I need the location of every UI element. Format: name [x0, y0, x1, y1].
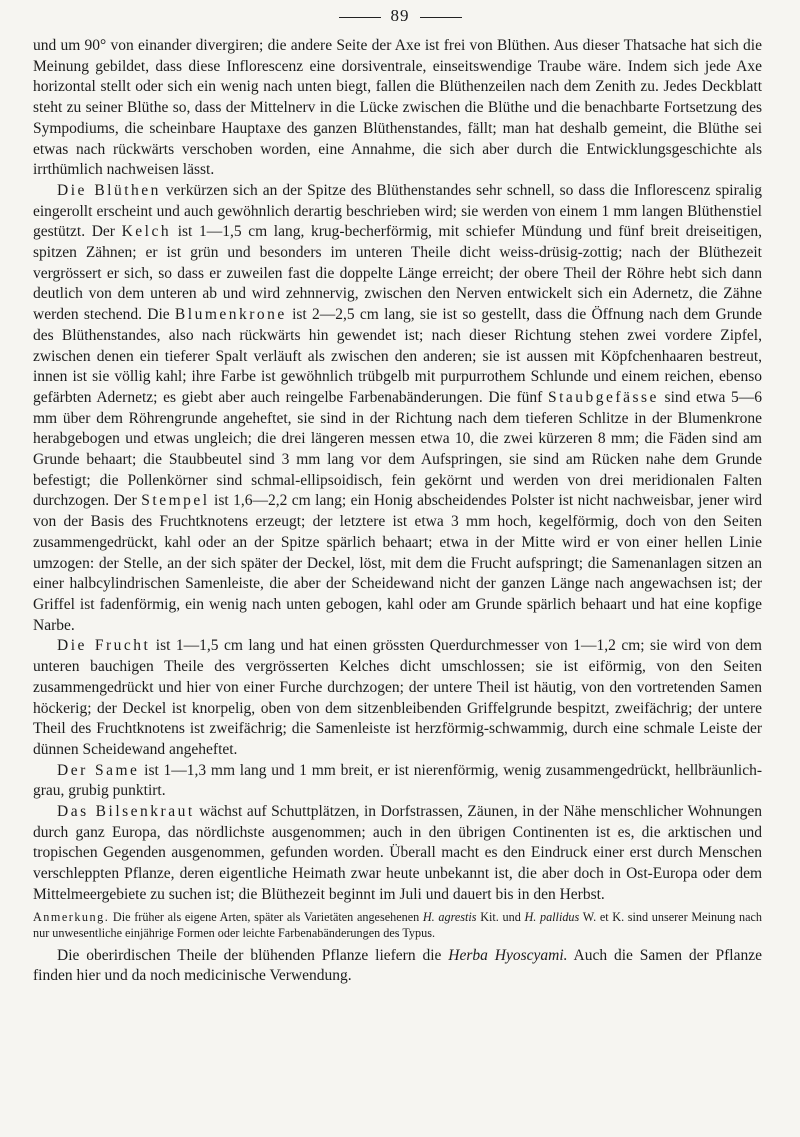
paragraph-seed — [33, 761, 762, 802]
paragraph-flowers-text-3: ist 2—2,5 cm lang, sie ist so gestellt, dass die Öffnung nach dem Grunde des Blüthenstandes, also nach rückwärts hin gewendet ist; nach dieser Richtung stehen zwei vordere Zipfel, zwischen denen ein tieferer Spalt verläuft als zwischen den anderen; sie ist aussen mit Köpfchenhaaren bestreut, innen ist sie völlig kahl; ihre Farbe ist gewöhnlich trübgelb mit purpurrothem Schlunde und einem reichen, ebenso gefärbten Adernetz; es giebt aber auch reingelbe Farbenabänderungen. Die fünf — [33, 306, 762, 406]
paragraph-flowers-text-4: sind etwa 5—6 mm über dem Röhrengrunde angeheftet, sie sind in der Richtung nach dem tieferen Schlitze in der Blumenkrone herabgebogen und etwas ungleich; die drei längeren messen etwa 10, die zwei kürzeren 8 mm; die Fäden sind am Grunde behaart; die Staubbeutel sind 3 mm lang vor dem Aufspringen, sie sind am Rücken nahe dem Grunde befestigt; die Pollenkörner sind schmal-ellipsoidisch, fein gekörnt und werden von drei meridionalen Falten durchzogen. Der — [33, 388, 762, 510]
paragraph-fruit-text: ist 1—1,5 cm lang und hat einen grössten Querdurchmesser von 1—1,2 cm; sie wird von dem unteren bauchigen Theile des vergrösserten Kelches dicht umschlossen; sie ist eiförmig, von den Seiten zusammengedrückt und hier von einer Furche durchzogen; der untere Theil ist häutig, von den vortretenden Samen höckerig; der Deckel ist knorpelig, oben von dem sitzenbleibenden Griffelgrunde bespitzt, zweifächrig; der untere Theil des Fruchtknotens ist zweifächrig; die Samenleiste ist herzförmig-schwammig, durch eine schmale Leiste der dünnen Scheidewand angeheftet. — [33, 637, 762, 758]
page-header — [0, 6, 800, 26]
term-frucht: Die Frucht — [57, 637, 151, 655]
note-text-b: Kit. und — [476, 909, 525, 924]
term-bluethen: Die Blüthen — [57, 181, 161, 199]
paragraph-flowers-text-5: ist 1,6—2,2 cm lang; ein Honig abscheidendes Polster ist nicht nachweisbar, jener wird von der Basis des Fruchtknotens erzeugt; der letztere ist etwa 3 mm hoch, kegelförmig, doch von den Seiten zusammengedrückt, kahl oder an der Spitze spärlich behaart; etwa in der Mitte wird er von einer hellen Linie umzogen: der Stelle, an der sich später der Deckel, löst, mit dem die Frucht aufspringt; die Samenanlagen sitzen an einer halbcylindrischen Samenleiste, die aber der Scheidewand nicht der ganzen Länge nach angewachsen ist; der Griffel ist fadenförmig, ein wenig nach unten gebogen, kahl oder am Grunde spärlich behaart und hat eine kopfige Narbe. — [33, 492, 762, 634]
term-blumenkrone: Blumenkrone — [174, 306, 287, 324]
paragraph-flowers-text-2: ist 1—1,5 cm lang, krug-becherförmig, mit schiefer Mündung und fünf breit dreiseitigen, spitzen Zähnen; er ist grün und besonders im unteren Theile dicht weiss-drüsig-zottig; nach der Blüthezeit vergrössert er sich, so dass er zuweilen fast die doppelte Länge erreicht; der obere Theil der Röhre hebt sich dann deutlich von dem unteren ab und wird zehnnervig, zwischen den Nerven entwickelt sich ein Adernetz, die Zähne werden stechend. Die — [33, 223, 762, 324]
paragraph-flowers — [33, 181, 762, 636]
usage-text-b: Auch die Samen der Pflanze finden hier und da noch medicinische Verwendung. — [33, 946, 763, 985]
note-text-c: W. et K. sind unserer Meinung nach nur unwesentliche einjährige Formen oder leichte Farbenabänderungen des Typus. — [33, 909, 763, 941]
term-staubgefaesse: Staubgefässe — [547, 388, 659, 406]
footnote-anmerkung — [33, 909, 762, 942]
paragraph-habitat-text: wächst auf Schuttplätzen, in Dorfstrassen, Zäunen, in der Nähe menschlicher Wohnungen durch ganz Europa, das nördlichste ausgenommen; auch in den übrigen Continenten ist es, die arktischen und tropischen Gegenden ausgenommen, gefunden worden. Überall macht es den Eindruck einer erst durch Menschen verschleppten Pflanze, deren eigentliche Heimath zwar heute unbekannt ist, die aber doch in Ost-Europa oder dem Mittelmeergebiete zu suchen ist; die Blüthezeit beginnt im Juli und dauert bis in den Herbst. — [33, 803, 762, 903]
herba-hyoscyami: Herba Hyoscyami. — [448, 946, 568, 964]
usage-text-a: Die oberirdischen Theile der blühenden Pflanze liefern die — [57, 946, 449, 964]
species-agrestis: H. agrestis — [422, 909, 477, 924]
note-text-a: Die früher als eigene Arten, später als Varietäten angesehenen — [109, 909, 423, 924]
note-label: Anmerkung. — [33, 909, 110, 924]
term-kelch: Kelch — [121, 223, 172, 241]
paragraph-inflorescence: und um 90° von einander divergiren; die andere Seite der Axe ist frei von Blüthen. Aus dieser Thatsache hat sich die Meinung gebildet, dass diese Inflorescenz eine dorsiventrale, einseitswendige Traube wäre. Indem sich jede Axe horizontal stellt oder sich ein wenig nach unten biegt, fallen die Blüthenzeilen nach dem Zenith zu. Jedes Deckblatt steht zu seiner Blüthe so, dass der Mittelnerv in die Lücke zwischen die Blüthe und die benachbarte Fortsetzung des Sympodiums, die scheinbare Hauptaxe des ganzen Blüthenstandes, fällt; man hat deshalb gemeint, die Blüthe sei etwas nach rückwärts verschoben worden, eine Annahme, die sich aber durch die Entwicklungsgeschichte als irrthümlich nachweisen lässt. — [33, 37, 762, 179]
page-number: 89 — [390, 6, 410, 25]
paragraph-usage — [33, 946, 762, 987]
page-body — [33, 36, 762, 987]
paragraph-fruit — [33, 636, 762, 760]
header-rule-right — [420, 17, 462, 18]
paragraph-habitat — [33, 802, 762, 906]
term-stempel: Stempel — [141, 492, 210, 510]
term-bilsenkraut: Das Bilsenkraut — [57, 803, 195, 821]
header-rule-left — [339, 17, 381, 18]
term-same: Der Same — [57, 761, 140, 779]
paragraph-flowers-text-1: verkürzen sich an der Spitze des Blüthenstandes sehr schnell, so dass die Inflorescenz spiralig eingerollt erscheint und auch gewöhnlich derartig beschrieben wird; sie werden von einem 1 mm langen Blüthenstiel gestützt. Der — [33, 181, 762, 241]
paragraph-seed-text: ist 1—1,3 mm lang und 1 mm breit, er ist nierenförmig, wenig zusammengedrückt, hellbräunlich-grau, grubig punktirt. — [33, 761, 763, 800]
species-pallidus: H. pallidus — [524, 909, 580, 924]
